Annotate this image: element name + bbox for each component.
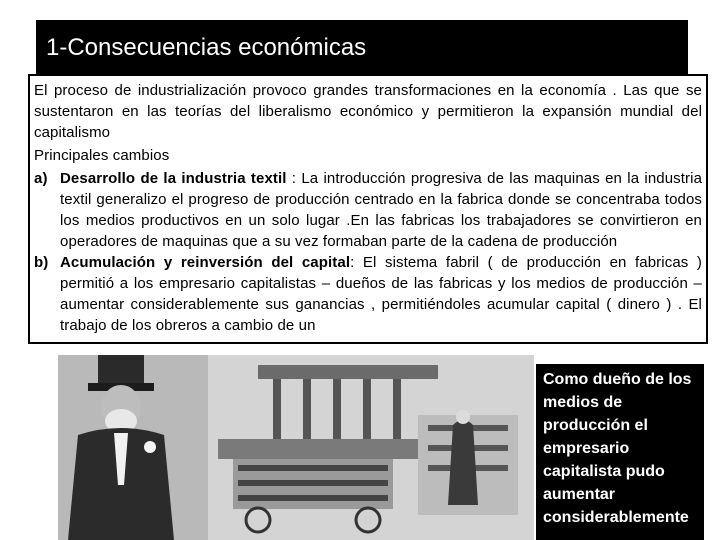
callout-text: Como dueño de los medios de producción el empresario capitalista pudo aumentar considerablemente <box>543 371 692 526</box>
illustration-svg <box>58 355 534 540</box>
callout-box <box>536 364 704 540</box>
factory-illustration <box>58 355 534 540</box>
body-text <box>34 80 702 336</box>
slide-title: 1-Consecuencias económicas <box>46 34 367 61</box>
list-item-a <box>34 168 702 252</box>
list-marker: b) <box>34 254 49 271</box>
content-box <box>28 74 708 344</box>
list-item-text: : La introducción progresiva de las maquinas en la industria textil generalizo el progreso de producción centrado en la fabrica donde se concentraba todos los medios productivos en un solo lugar .En las fabricas los trabajadores se convirtieron en operadores de maquinas que a su vez formaban parte de la cadena de producción <box>60 170 703 250</box>
intro-paragraph: El proceso de industrialización provoco grandes transformaciones en la economía . Las que se sustentaron en las teorías del liberalismo económico y permitieron la expansión mundial del capitalismo <box>34 82 702 141</box>
list-item-heading: Acumulación y reinversión del capital <box>60 254 351 271</box>
list-item-heading: Desarrollo de la industria textil <box>60 170 287 187</box>
changes-heading: Principales cambios <box>34 147 170 164</box>
title-bar <box>36 20 688 76</box>
loom-machines <box>208 355 534 540</box>
list-item-b <box>34 252 702 336</box>
list-item-text: : El sistema fabril ( de producción en fabricas ) permitió a los empresario capitalistas – dueños de las fabricas y los medios de producción – aumentar considerablemente sus ganancias , permitiéndoles acumular capital ( dinero ) . El trabajo de los obreros a cambio de un <box>60 254 703 334</box>
list-marker: a) <box>34 170 48 187</box>
